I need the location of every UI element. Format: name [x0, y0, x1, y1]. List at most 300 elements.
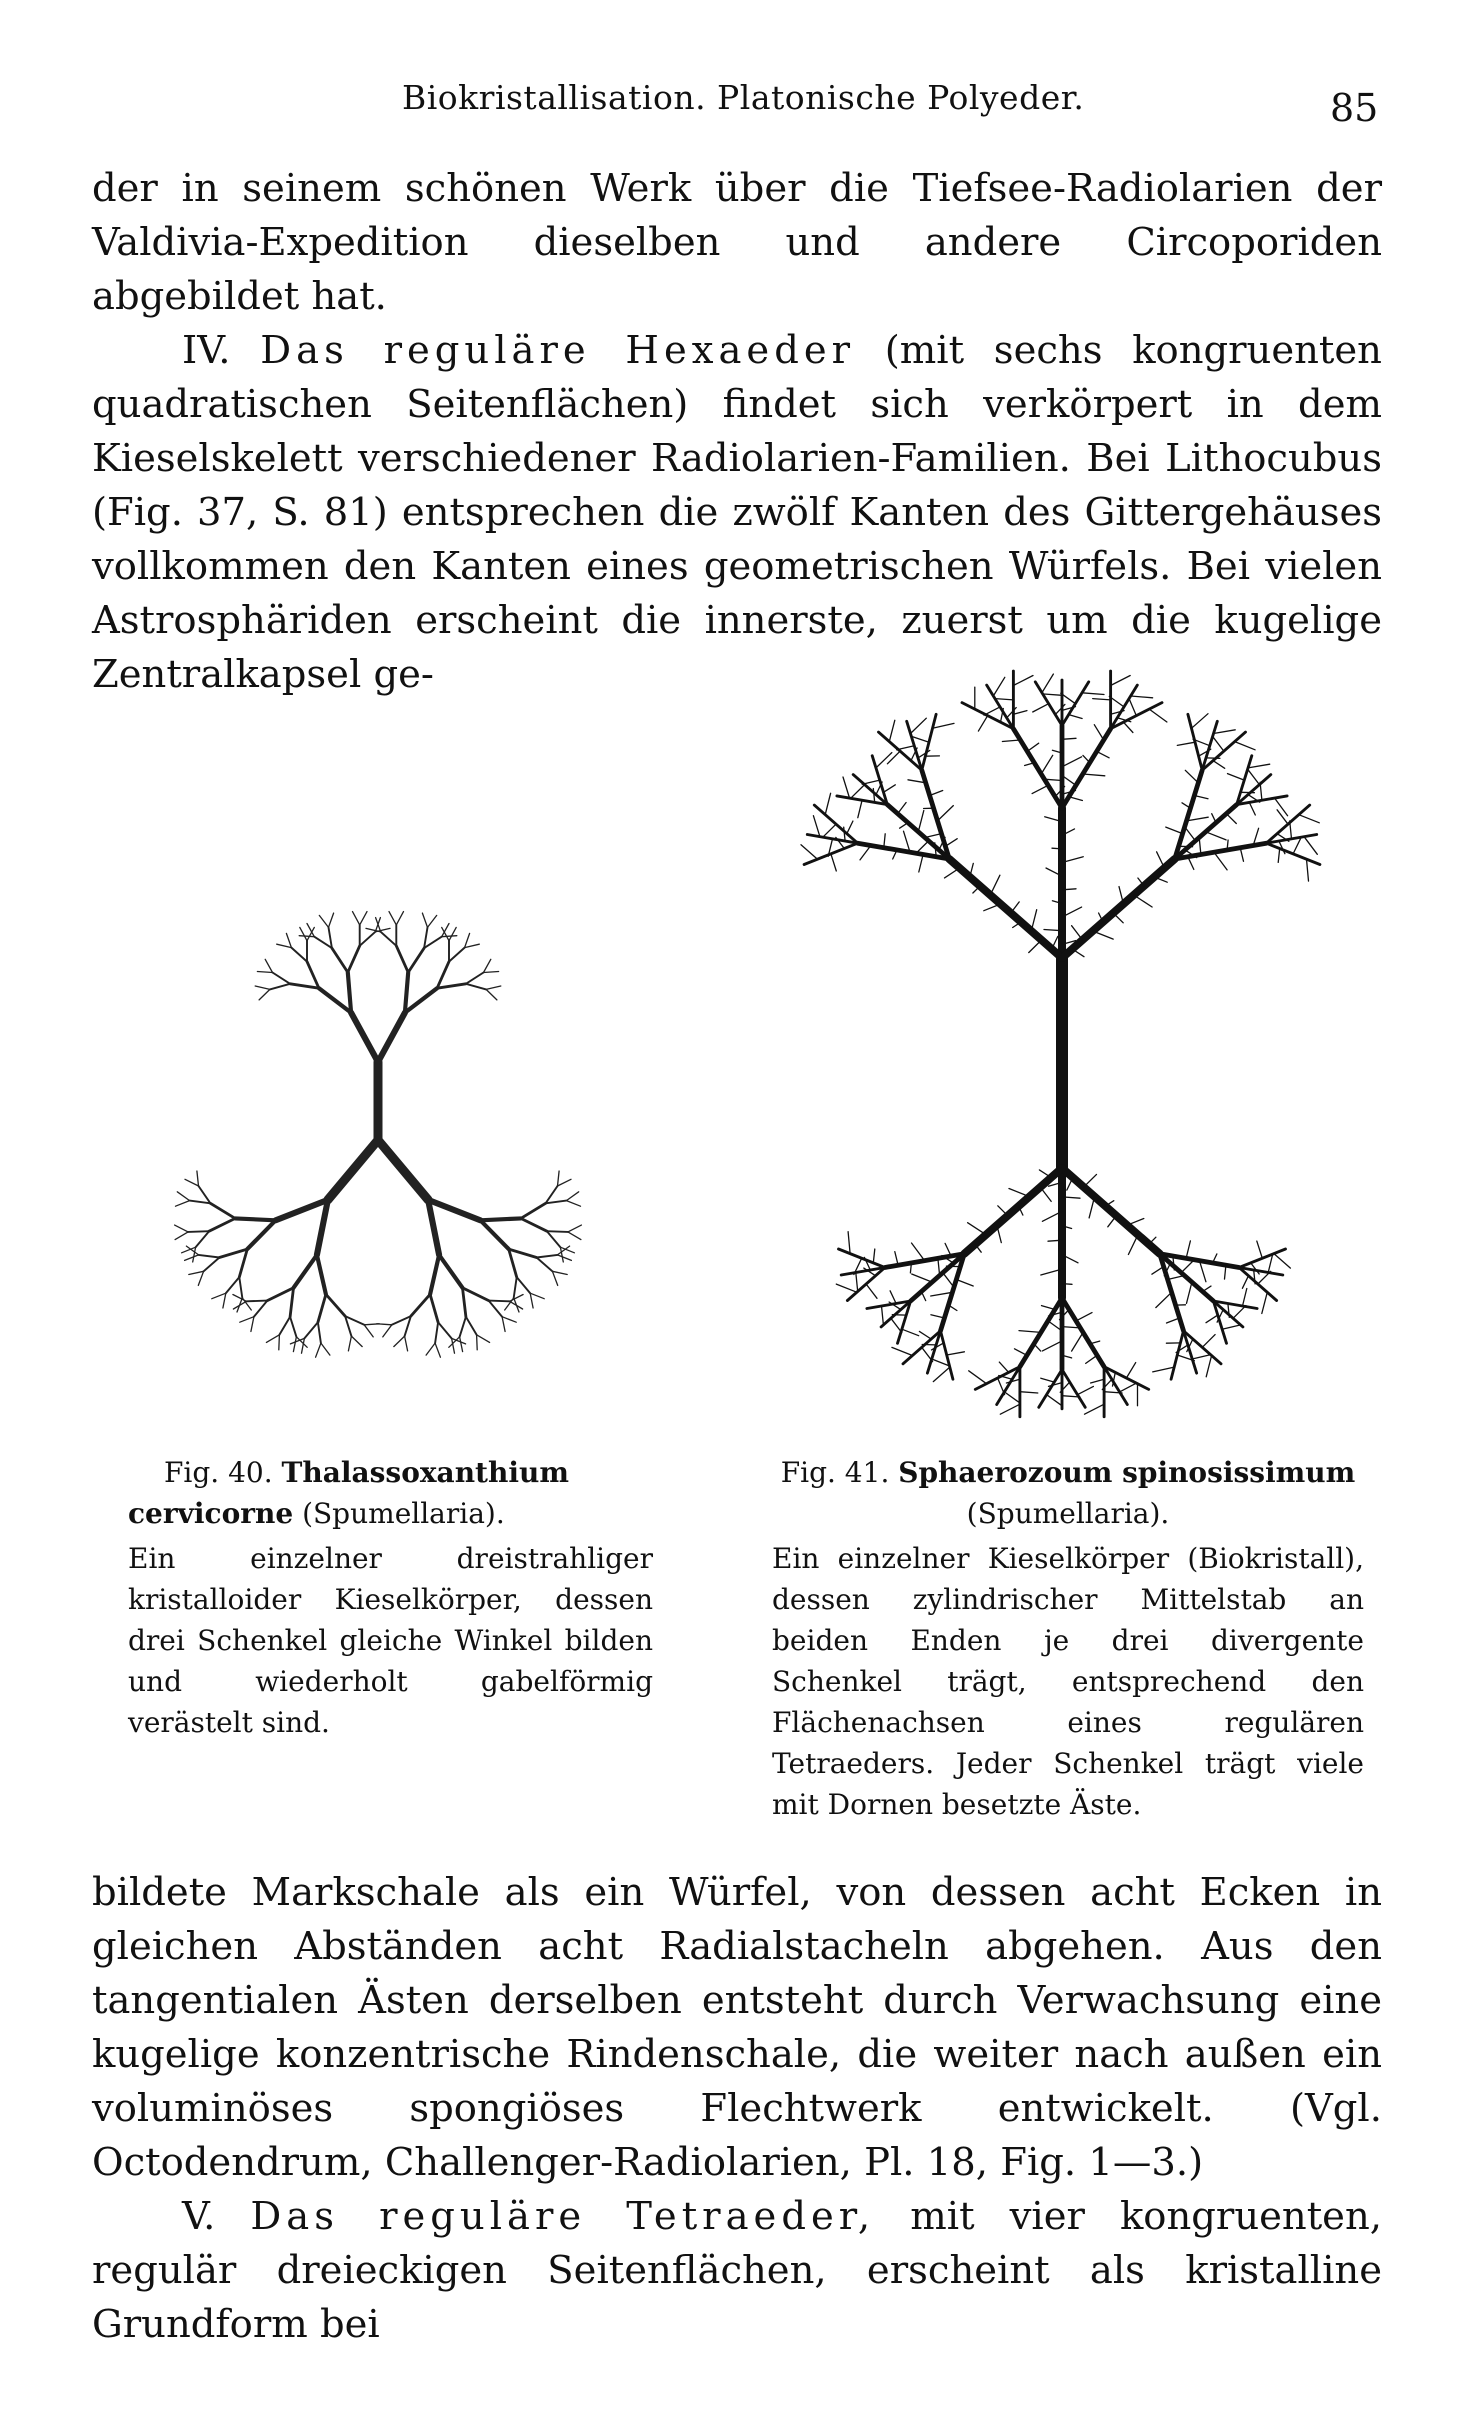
spine-stroke: [1129, 699, 1136, 716]
spine-stroke: [860, 846, 871, 860]
spine-stroke: [1032, 785, 1048, 793]
branch-stroke: [351, 1336, 362, 1347]
spine-stroke: [1192, 1355, 1210, 1359]
spine-stroke: [1214, 730, 1236, 734]
branch-stroke: [546, 1201, 567, 1204]
spine-stroke: [1185, 770, 1198, 783]
branch-stroke: [424, 937, 442, 948]
branch-stroke: [239, 1277, 242, 1298]
arm-stroke: [964, 1168, 1062, 1254]
spine-stroke: [938, 806, 954, 821]
branch-stroke: [389, 912, 396, 925]
spine-stroke: [1293, 838, 1301, 854]
spine-stroke: [1177, 742, 1195, 745]
branch-stroke: [279, 1335, 280, 1350]
branch-stroke: [558, 1171, 560, 1186]
branch-stroke: [259, 989, 270, 1000]
branch-stroke: [329, 913, 334, 927]
branch-stroke: [317, 1200, 328, 1255]
branch-stroke: [300, 927, 307, 940]
branch-stroke: [489, 1301, 510, 1302]
branch-stroke: [509, 1249, 517, 1277]
arm-stroke: [1039, 1370, 1062, 1408]
spine-stroke: [1033, 704, 1049, 712]
branch-stroke: [484, 959, 491, 972]
branch-stroke: [428, 915, 437, 927]
arm-stroke: [949, 859, 1062, 958]
fig40-caption: [128, 1452, 653, 1743]
spine-stroke: [947, 1352, 965, 1355]
branch-stroke: [290, 1288, 293, 1317]
fig40-description: Ein einzelner dreistrahliger kristalloider Kieselkörper, dessen drei Schenkel gleiche Winkel bilden und wiederholt gabelförmig verästelt sind.: [128, 1542, 653, 1739]
branch-stroke: [439, 1255, 462, 1288]
branch-stroke: [546, 1186, 558, 1203]
spine-stroke: [1082, 693, 1104, 695]
branch-stroke: [480, 1220, 508, 1249]
branch-stroke: [466, 1317, 477, 1335]
spine-stroke: [1214, 852, 1227, 870]
spine-stroke: [813, 816, 820, 837]
spine-stroke: [1156, 1292, 1172, 1307]
branch-stroke: [480, 1218, 520, 1220]
spine-stroke: [1203, 1286, 1211, 1291]
paragraph-tetraeder: [92, 2190, 1382, 2352]
spine-stroke: [1268, 1255, 1272, 1273]
page-number: 85: [1330, 86, 1379, 130]
spine-stroke: [1069, 797, 1083, 801]
branch-stroke: [437, 984, 466, 988]
spine-stroke: [1274, 1254, 1291, 1269]
branch-stroke: [426, 1343, 435, 1355]
spine-stroke: [1124, 722, 1133, 732]
spine-stroke: [1069, 715, 1082, 719]
spine-stroke: [1222, 1325, 1240, 1329]
branch-stroke: [240, 1317, 254, 1323]
spine-stroke: [1167, 1318, 1180, 1323]
branch-stroke: [246, 1301, 267, 1302]
branch-stroke: [188, 1231, 209, 1232]
spine-stroke: [847, 821, 853, 834]
spine-stroke: [933, 1367, 950, 1382]
branch-stroke: [360, 932, 376, 946]
branch-stroke: [566, 1192, 578, 1201]
branch-stroke: [466, 973, 484, 984]
spine-stroke: [1013, 711, 1027, 715]
spine-stroke: [897, 746, 915, 750]
spine-stroke: [823, 824, 836, 837]
spine-stroke: [1072, 949, 1084, 957]
branch-stroke: [405, 988, 437, 1013]
branch-stroke: [521, 1218, 547, 1231]
spine-stroke: [1077, 1386, 1093, 1394]
spine-stroke: [1034, 1344, 1041, 1351]
branch-stroke: [568, 1225, 582, 1232]
branch-stroke: [430, 1255, 439, 1294]
spine-stroke: [1307, 859, 1309, 881]
spine-stroke: [1262, 1292, 1268, 1313]
spine-stroke: [1128, 1235, 1138, 1255]
spine-stroke: [1192, 714, 1209, 729]
spine-stroke: [919, 1331, 931, 1339]
branch-stroke: [219, 1249, 247, 1257]
branch-stroke: [277, 944, 292, 947]
section-number: IV.: [182, 328, 231, 373]
branch-stroke: [486, 989, 497, 1000]
spine-stroke: [1249, 770, 1260, 784]
branch-stroke: [319, 915, 328, 927]
branch-stroke: [405, 1336, 408, 1351]
spine-stroke: [1027, 743, 1038, 751]
spine-stroke: [1083, 774, 1105, 776]
branch-stroke: [442, 936, 457, 937]
fig40-illustration: [120, 870, 675, 1450]
spine-stroke: [889, 720, 895, 741]
spine-stroke: [1134, 895, 1152, 907]
branch-stroke: [302, 1338, 305, 1353]
spine-stroke: [1235, 742, 1255, 750]
branch-stroke: [266, 1335, 279, 1343]
spine-stroke: [1031, 910, 1036, 931]
branch-stroke: [366, 928, 381, 931]
fig41-caption-title: [772, 1452, 1364, 1534]
bottom-text-block: [92, 1866, 1382, 2352]
branch-stroke: [558, 1179, 572, 1186]
branch-stroke: [465, 944, 480, 947]
branch-stroke: [502, 1317, 516, 1323]
spine-stroke: [1226, 814, 1236, 824]
branch-stroke: [560, 1247, 563, 1262]
spine-stroke: [1257, 1241, 1263, 1258]
paragraph-text: mit vier kongruenten, regulär dreieckigen Seitenflächen, erscheint als kristalline Grundform bei: [92, 2194, 1382, 2347]
spine-stroke: [1275, 798, 1288, 816]
spine-stroke: [1052, 848, 1062, 849]
spine-stroke: [1062, 757, 1082, 767]
arm-stroke: [1062, 729, 1111, 808]
branch-stroke: [537, 1258, 553, 1272]
branch-stroke: [276, 1200, 328, 1221]
branch-stroke: [290, 984, 319, 988]
branch-stroke: [465, 933, 470, 947]
branch-stroke: [212, 1293, 226, 1299]
branch-stroke: [247, 1220, 275, 1249]
branch-stroke: [175, 1225, 189, 1232]
branch-stroke: [460, 1337, 463, 1352]
spine-stroke: [1206, 1315, 1218, 1323]
branch-stroke: [383, 1325, 392, 1337]
spine-stroke: [1015, 1349, 1027, 1356]
spine-stroke: [1076, 1313, 1092, 1321]
branch-stroke: [321, 1343, 330, 1355]
section-number: V.: [182, 2194, 216, 2239]
spine-stroke: [873, 1249, 875, 1263]
spine-stroke: [993, 677, 1005, 696]
fig41-label: Fig. 41.: [780, 1456, 890, 1489]
spine-stroke: [1085, 1404, 1105, 1414]
branch-stroke: [223, 1293, 226, 1308]
branch-stroke: [435, 1322, 438, 1343]
branch-stroke: [293, 1337, 296, 1352]
branch-stroke: [193, 1247, 196, 1262]
branch-stroke: [477, 1335, 490, 1343]
spine-stroke: [1000, 1404, 1020, 1414]
spine-stroke: [1029, 940, 1042, 953]
branch-stroke: [199, 1255, 220, 1258]
branch-stroke: [510, 1295, 523, 1302]
spine-stroke: [1111, 676, 1131, 686]
arm-stroke: [1013, 729, 1062, 808]
spine-stroke: [1206, 832, 1226, 840]
branch-stroke: [557, 1255, 571, 1261]
branch-stroke: [530, 1293, 544, 1299]
branch-stroke: [396, 912, 403, 925]
spine-stroke: [1042, 1341, 1062, 1351]
branch-stroke: [318, 1294, 326, 1322]
spine-stroke: [918, 811, 924, 832]
branch-stroke: [286, 933, 291, 947]
spine-stroke: [1131, 696, 1153, 698]
branch-stroke: [317, 1255, 326, 1294]
branch-stroke: [547, 1231, 561, 1247]
spine-stroke: [1013, 676, 1033, 686]
branch-stroke: [566, 1201, 580, 1207]
spine-stroke: [882, 1306, 884, 1324]
spine-stroke: [1084, 1174, 1097, 1187]
spine-stroke: [836, 1284, 856, 1292]
spine-stroke: [1042, 674, 1054, 693]
spine-stroke: [1108, 1216, 1117, 1227]
spine-stroke: [1228, 774, 1245, 781]
branch-stroke: [378, 1013, 405, 1062]
branch-stroke: [226, 1277, 240, 1293]
branch-stroke: [502, 1317, 505, 1332]
spine-stroke: [1157, 852, 1165, 868]
branch-stroke: [360, 912, 367, 925]
spine-stroke: [1248, 764, 1270, 768]
spine-stroke: [990, 875, 1000, 895]
spine-stroke: [1212, 814, 1216, 823]
branch-stroke: [199, 1186, 211, 1203]
spine-stroke: [1004, 1392, 1019, 1403]
fig40-group: (Spumellaria).: [302, 1497, 505, 1530]
spine-stroke: [1233, 1306, 1246, 1319]
branch-stroke: [394, 1336, 405, 1347]
branch-stroke: [176, 1201, 190, 1207]
spine-stroke: [1089, 1197, 1095, 1218]
spine-stroke: [1126, 1363, 1135, 1378]
spine-stroke: [844, 827, 845, 841]
spine-stroke: [848, 1232, 850, 1254]
branch-stroke: [435, 1343, 440, 1357]
branch-stroke: [460, 1317, 466, 1337]
spine-stroke: [1120, 1384, 1136, 1392]
fig41-group: (Spumellaria).: [966, 1497, 1170, 1530]
branch-stroke: [326, 1294, 345, 1316]
spaced-term: Das reguläre Tetraeder,: [250, 2194, 876, 2239]
spine-stroke: [858, 800, 862, 818]
branch-stroke: [235, 1218, 275, 1220]
spine-stroke: [856, 1273, 858, 1291]
spine-stroke: [1185, 827, 1196, 841]
spine-stroke: [912, 737, 929, 743]
branch-stroke: [489, 1301, 502, 1317]
branch-stroke: [291, 948, 307, 962]
spine-stroke: [1213, 761, 1225, 769]
spine-stroke: [1072, 926, 1083, 940]
spine-stroke: [1093, 699, 1111, 700]
branch-stroke: [209, 1218, 235, 1231]
spine-stroke: [930, 791, 943, 796]
branch-stroke: [329, 927, 332, 948]
fig40-species-name: Thalassoxanthium cervicorne: [128, 1456, 569, 1530]
branch-stroke: [484, 972, 499, 973]
branch-stroke: [198, 1271, 203, 1285]
branch-stroke: [552, 1271, 567, 1274]
branch-stroke: [449, 927, 456, 940]
branch-stroke: [239, 1249, 247, 1277]
branch-stroke: [552, 1271, 557, 1285]
spine-stroke: [1152, 1267, 1164, 1275]
branch-stroke: [378, 1140, 428, 1200]
spine-stroke: [1097, 751, 1109, 757]
branch-stroke: [304, 1322, 318, 1338]
spine-stroke: [999, 1362, 1008, 1372]
branch-stroke: [396, 946, 408, 973]
spine-stroke: [1278, 849, 1280, 863]
spine-stroke: [998, 1206, 1008, 1216]
branch-stroke: [196, 1231, 210, 1247]
branch-stroke: [514, 1277, 517, 1298]
branch-stroke: [242, 1298, 251, 1310]
spine-stroke: [932, 1359, 949, 1366]
branch-stroke: [430, 1294, 438, 1322]
branch-stroke: [210, 1203, 235, 1218]
spine-stroke: [916, 841, 929, 854]
spine-stroke: [1040, 1187, 1051, 1201]
spine-stroke: [891, 1318, 902, 1332]
fig40-caption-title: [128, 1452, 653, 1534]
spine-stroke: [825, 793, 830, 814]
branch-stroke: [267, 1288, 293, 1301]
branch-stroke: [517, 1277, 531, 1293]
spine-stroke: [984, 707, 1000, 715]
branch-stroke: [486, 986, 501, 989]
fig41-description: Ein einzelner Kieselkörper (Biokristall), dessen zylindrischer Mittelstab an beiden Enden je drei divergente Schenkel trägt, entsprechend den Flächenachsen eines regulären Tetraeders. Jeder Schenkel trägt viele mit Dornen besetzte Äste.: [772, 1542, 1364, 1821]
branch-stroke: [452, 1338, 455, 1353]
spine-stroke: [1044, 694, 1062, 695]
spine-stroke: [945, 868, 960, 878]
spine-stroke: [1202, 1335, 1215, 1348]
branch-stroke: [466, 984, 486, 990]
branch-stroke: [521, 1203, 546, 1218]
spine-stroke: [1062, 1284, 1072, 1285]
paragraph-wuerfel: bildete Markschale als ein Würfel, von dessen acht Ecken in gleichen Abständen acht Radialstacheln abgehen. Aus den tangentialen Ästen derselben entsteht durch Verwachsung eine kugelige konzentrische Rindenschale, die weiter nach außen ein voluminöses spongiöses Flechtwerk entwickelt. (Vgl. Octodendrum, Challenger-Radiolarien, Pl. 18, Fig. 1—3.): [92, 1870, 1382, 2185]
spine-stroke: [1299, 815, 1320, 823]
spine-stroke: [902, 1329, 919, 1336]
spine-stroke: [1039, 1170, 1051, 1178]
spine-stroke: [1213, 737, 1224, 751]
spine-stroke: [1249, 802, 1255, 815]
spine-stroke: [1206, 1356, 1211, 1377]
branch-stroke: [568, 1232, 581, 1240]
spine-stroke: [1181, 1260, 1194, 1273]
spine-stroke: [1042, 1306, 1056, 1310]
spine-stroke: [1093, 931, 1114, 939]
spine-stroke: [900, 823, 908, 829]
spine-stroke: [1127, 1219, 1144, 1226]
spine-stroke: [898, 803, 906, 814]
fig40-spicule: [175, 912, 582, 1358]
spine-stroke: [1187, 1282, 1192, 1303]
branch-stroke: [265, 959, 272, 972]
spine-stroke: [1083, 755, 1090, 762]
spine-stroke: [884, 785, 896, 793]
branch-stroke: [437, 962, 449, 989]
spine-stroke: [1009, 1189, 1029, 1197]
branch-stroke: [255, 986, 270, 989]
branch-stroke: [175, 1232, 188, 1240]
spine-stroke: [1002, 740, 1020, 742]
branch-stroke: [279, 1317, 290, 1335]
branch-stroke: [408, 948, 424, 972]
spine-stroke: [956, 1280, 973, 1287]
branch-stroke: [463, 1288, 466, 1317]
spine-stroke: [1041, 755, 1053, 774]
spine-stroke: [921, 1292, 925, 1301]
spine-stroke: [1011, 902, 1019, 913]
branch-stroke: [509, 1249, 537, 1257]
fig41-species-name: Sphaerozoum spinosissimum: [898, 1456, 1356, 1489]
branch-stroke: [405, 972, 408, 1012]
branch-stroke: [185, 1179, 199, 1186]
arm-stroke: [1062, 1168, 1160, 1254]
paragraph-continuation: der in seinem schönen Werk über die Tiefsee-Radiolarien der Valdivia-Expedition dieselben und andere Circoporiden abgebildet hat.: [92, 166, 1382, 319]
spine-stroke: [1242, 1276, 1248, 1289]
branch-stroke: [318, 1322, 321, 1343]
spine-stroke: [943, 1273, 954, 1287]
branch-stroke: [411, 1294, 430, 1316]
branch-stroke: [177, 1192, 189, 1201]
spine-stroke: [1243, 1289, 1247, 1307]
fig41-caption: [772, 1452, 1364, 1825]
branch-stroke: [428, 1200, 480, 1221]
branch-stroke: [381, 932, 397, 946]
branch-stroke: [257, 972, 272, 973]
spaced-term: Das reguläre Hexaeder: [260, 328, 856, 373]
branch-stroke: [189, 1271, 204, 1274]
branch-stroke: [353, 912, 360, 925]
branch-stroke: [270, 984, 290, 990]
spine-stroke: [1047, 1395, 1062, 1406]
branch-stroke: [254, 1301, 267, 1317]
branch-stroke: [307, 962, 319, 989]
branch-stroke: [197, 1171, 199, 1186]
branch-stroke: [530, 1293, 533, 1308]
spine-stroke: [1304, 837, 1317, 855]
branch-stroke: [294, 1255, 317, 1288]
branch-stroke: [547, 1231, 568, 1232]
spine-stroke: [843, 777, 850, 798]
spine-stroke: [1091, 1379, 1105, 1383]
spine-stroke: [1086, 1355, 1097, 1363]
spine-stroke: [911, 718, 927, 733]
spine-stroke: [892, 1347, 913, 1355]
branch-stroke: [332, 948, 348, 972]
branch-stroke: [449, 948, 465, 962]
spine-stroke: [945, 839, 957, 847]
spine-stroke: [887, 751, 900, 764]
running-title: Biokristallisation. Platonische Polyeder.: [402, 78, 1085, 117]
spine-stroke: [1186, 1241, 1190, 1259]
